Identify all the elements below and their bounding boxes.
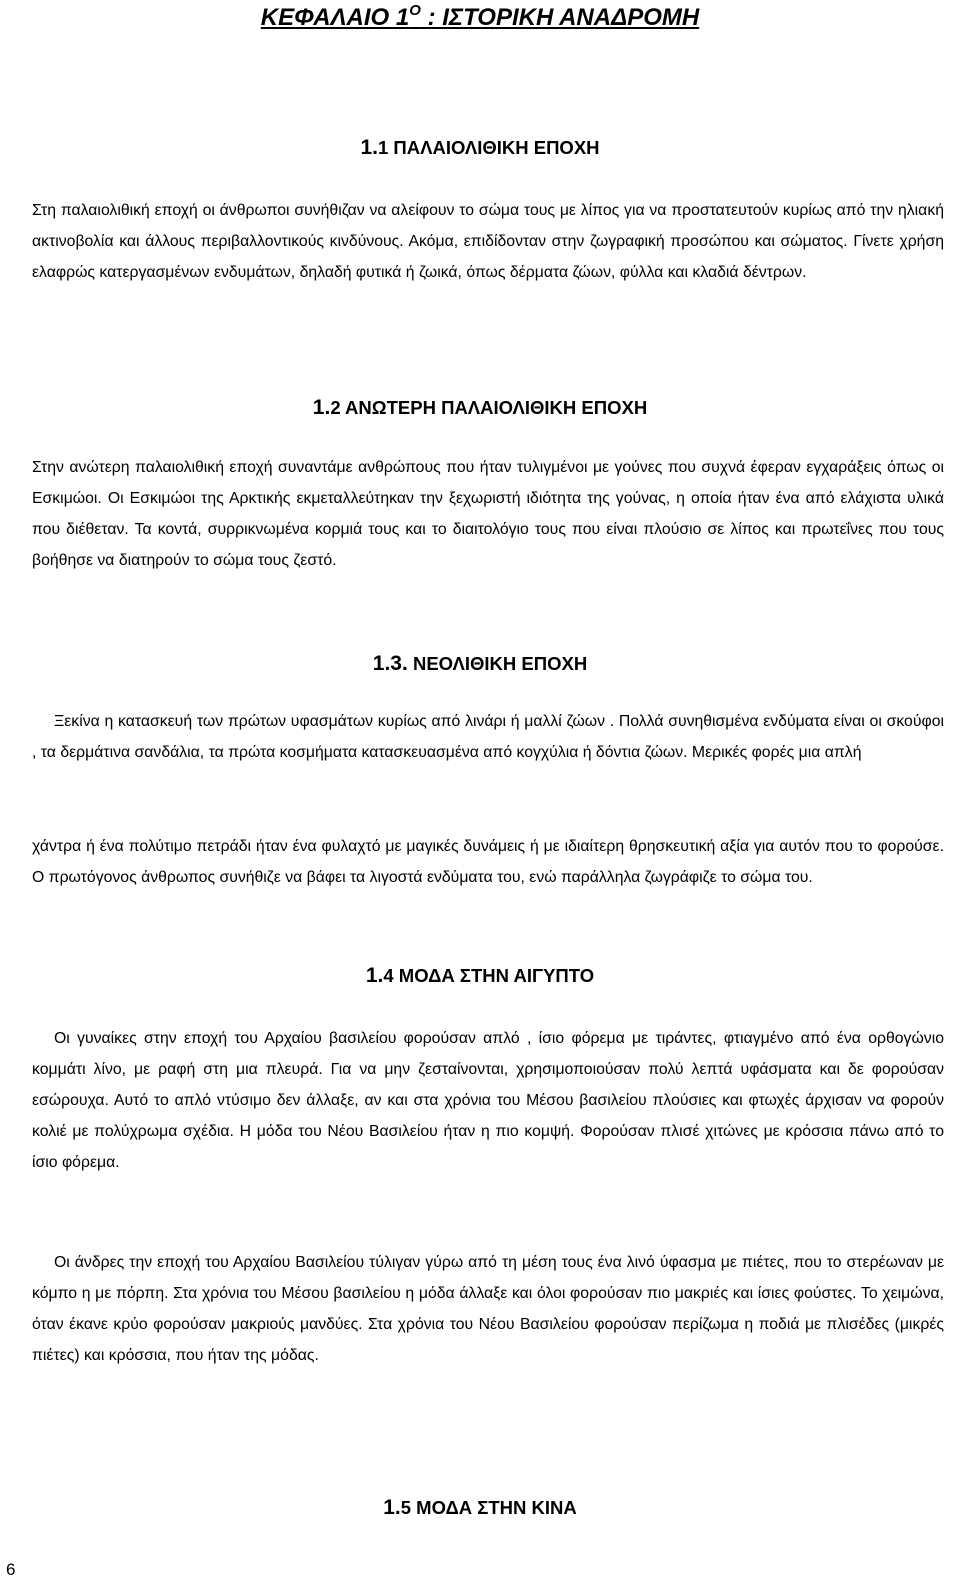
paragraph-neolithic-2: χάντρα ή ένα πολύτιμο πετράδι ήταν ένα φυλαχτό με μαγικές δυνάμεις ή με ιδιαίτερη θρησκευτική αξία για αυτόν που το φορούσε. Ο πρωτόγονος άνθρωπος συνήθιζε να βάφει τα λιγοστά ενδύματα του, ενώ παράλληλα ζωγράφιζε το σώμα του. xyxy=(32,838,944,886)
section-heading-1-3 xyxy=(0,652,960,676)
chapter-title-suffix: : ΙΣΤΟΡΙΚΗ ΑΝΑΔΡΟΜΗ xyxy=(420,4,700,31)
chapter-title xyxy=(0,2,960,32)
section-heading-1-4 xyxy=(0,964,960,988)
paragraph-neolithic-1: Ξεκίνα η κατασκευή των πρώτων υφασμάτων κυρίως από λινάρι ή μαλλί ζώων . Πολλά συνηθισμένα ενδύματα είναι οι σκούφοι , τα δερμάτινα σανδάλια, τα πρώτα κοσμήματα κατασκευασμένα από κογχύλια ή δόντια ζώων. Μερικές φορές μια απλή xyxy=(32,713,944,761)
section-number: 1.3. xyxy=(372,652,408,675)
section-heading-1-2 xyxy=(0,396,960,420)
paragraph-egypt-men: Οι άνδρες την εποχή του Αρχαίου Βασιλείου τύλιγαν γύρω από τη μέση τους ένα λινό ύφασμα με πιέτες, που το στερέωναν με κόμπο η με πόρπη. Στα χρόνια του Μέσου βασιλείου η μόδα άλλαξε και όλοι φορούσαν πιο μακριές και ίσιες φούστες. Το χειμώνα, όταν έκανε κρύο φορούσαν μακριούς μανδύες. Στα χρόνια του Νέου Βασιλείου φορούσαν περίζωμα η ποδιά με πλισέδες (μικρές πιέτες) και κρόσσια, που ήταν της μόδας. xyxy=(32,1254,944,1364)
chapter-title-superscript: Ο xyxy=(409,2,421,19)
section-title: ΝΕΟΛΙΘΙΚΗ ΕΠΟΧΗ xyxy=(407,653,588,674)
paragraph-paleolithic: Στη παλαιολιθική εποχή οι άνθρωποι συνήθιζαν να αλείφουν το σώμα τους με λίπος για να προστατευτούν κυρίως από την ηλιακή ακτινοβολία και άλλους περιβαλλοντικούς κινδύνους. Ακόμα, επιδίδονταν στην ζωγραφική προσώπου και σώματος. Γίνετε χρήση ελαφρώς κατεργασμένων ενδυμάτων, δηλαδή φυτικά ή ζωικά, όπως δέρματα ζώων, φύλλα και κλαδιά δέντρων. xyxy=(32,202,944,281)
section-number: 1. xyxy=(360,136,378,159)
section-title: 1 ΠΑΛΑΙΟΛΙΘΙΚΗ ΕΠΟΧΗ xyxy=(377,137,600,158)
section-title: 4 ΜΟΔΑ ΣΤΗΝ ΑΙΓΥΠΤΟ xyxy=(383,965,595,986)
page-number: 6 xyxy=(6,1560,16,1579)
paragraph-egypt-women: Οι γυναίκες στην εποχή του Αρχαίου βασιλείου φορούσαν απλό , ίσιο φόρεμα με τιράντες, φτιαγμένο από ένα ορθογώνιο κομμάτι λίνο, με ραφή στη μια πλευρά. Για να μην ζεσταίνονται, χρησιμοποιούσαν πολύ λεπτά υφάσματα και δε φορούσαν εσώρουχα. Αυτό το απλό ντύσιμο δεν άλλαξε, αν και στα χρόνια του Μέσου βασιλείου πλούσιες και φτωχές άρχισαν να φορούν κολιέ με πολύχρωμα σχέδια. Η μόδα του Νέου Βασιλείου ήταν η πιο κομψή. Φορούσαν πλισέ χιτώνες με κρόσσια πάνω από το ίσιο φόρεμα. xyxy=(32,1030,944,1171)
section-number: 1. xyxy=(383,1496,401,1519)
section-title: 2 ΑΝΩΤΕΡΗ ΠΑΛΑΙΟΛΙΘΙΚΗ ΕΠΟΧΗ xyxy=(330,397,648,418)
section-title: 5 ΜΟΔΑ ΣΤΗΝ ΚΙΝΑ xyxy=(400,1497,577,1518)
section-number: 1. xyxy=(312,396,331,419)
paragraph-upper-paleolithic: Στην ανώτερη παλαιολιθική εποχή συναντάμε ανθρώπους που ήταν τυλιγμένοι με γούνες που συχνά έφεραν εγχαράξεις όπως οι Εσκιμώοι. Οι Εσκιμώοι της Αρκτικής εκμεταλλεύτηκαν την ξεχωριστή ιδιότητα της γούνας, η οποία ήταν ένα από ελάχιστα υλικά που διέθεταν. Τα κοντά, συρρικνωμένα κορμιά τους και το διαιτολόγιο τους που είναι πλούσιο σε λίπος και πρωτεΐνες που τους βοήθησε να διατηρούν το σώμα τους ζεστό. xyxy=(32,459,944,569)
chapter-title-prefix: ΚΕΦΑΛΑΙΟ 1 xyxy=(260,4,410,31)
section-number: 1. xyxy=(365,964,384,987)
section-heading-1-1 xyxy=(0,136,960,160)
section-heading-1-5 xyxy=(0,1496,960,1520)
